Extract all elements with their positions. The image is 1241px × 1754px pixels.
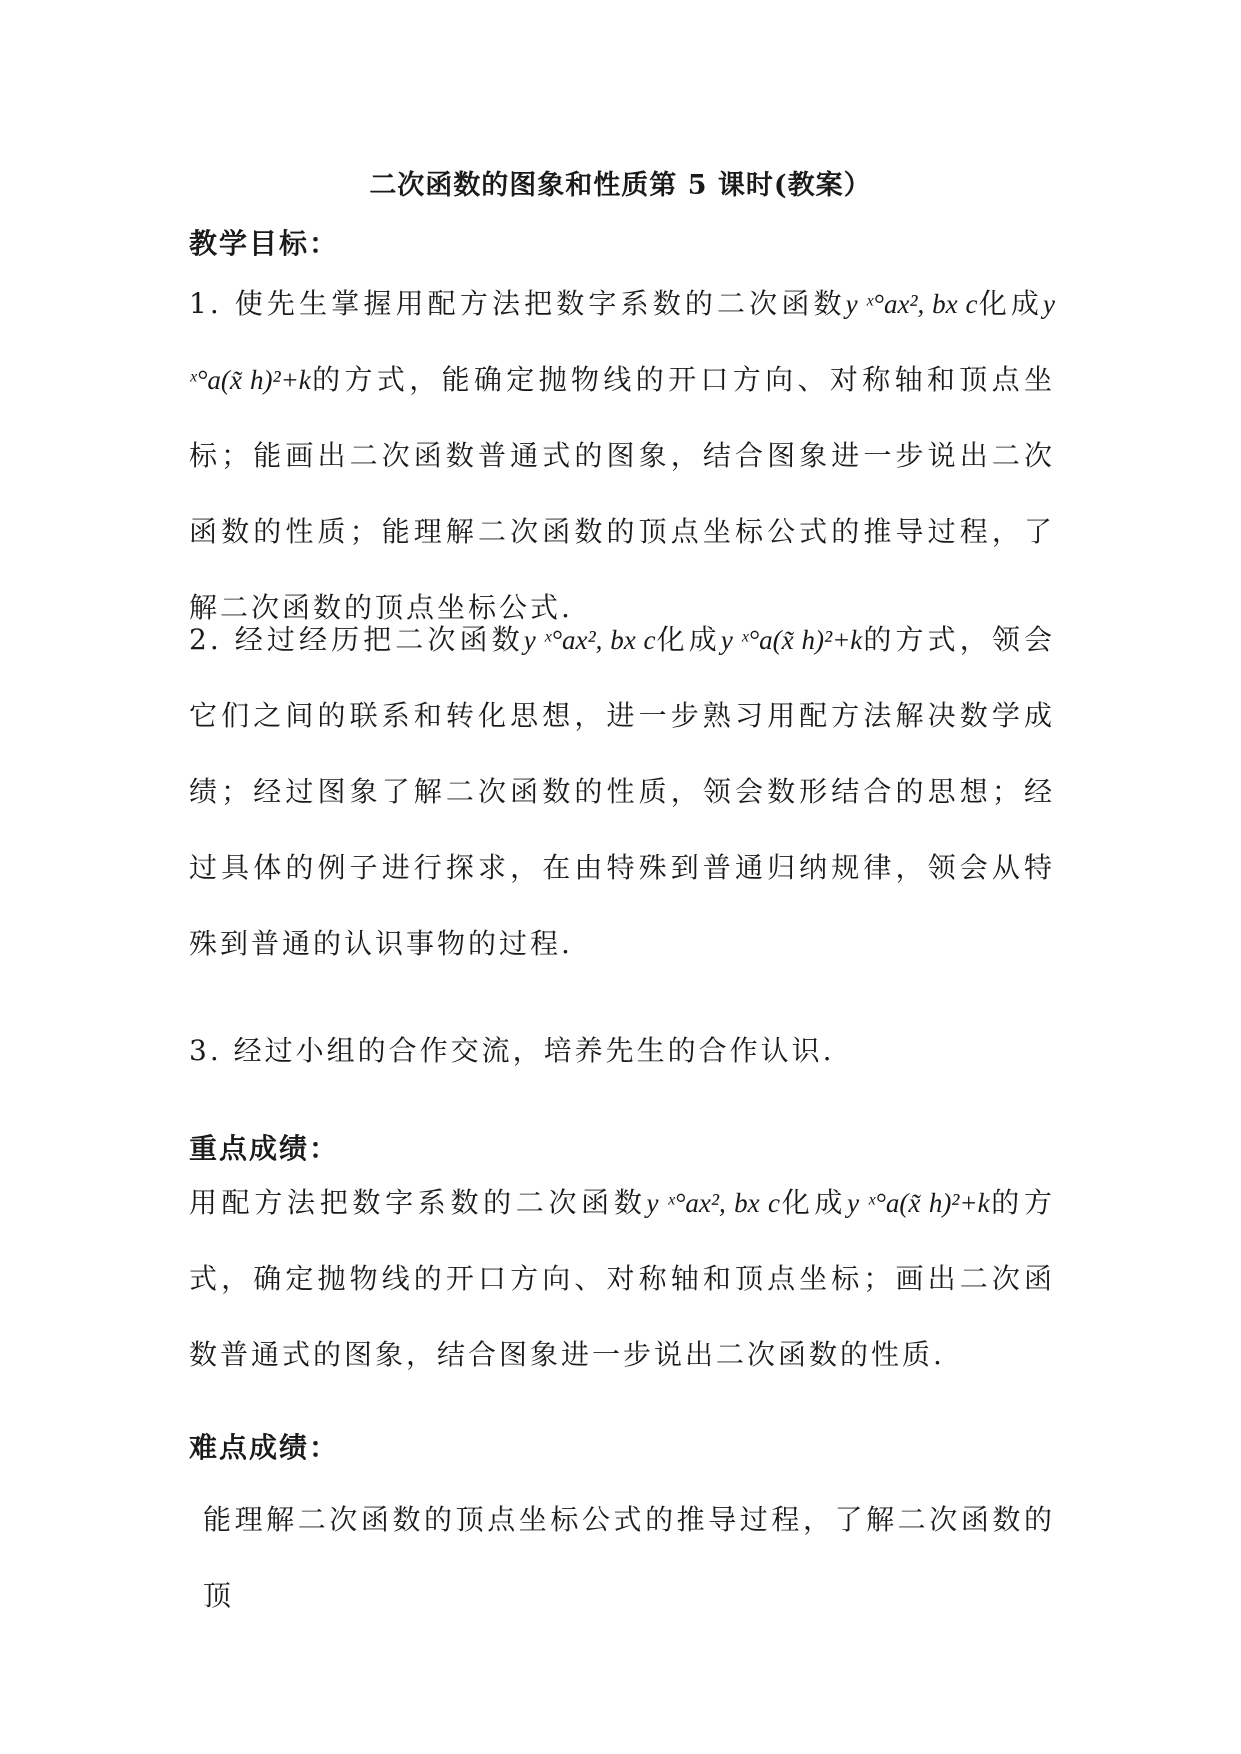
objective-item-3 [189, 1013, 1055, 1089]
formula-general: y ˣ°ax², bx c [523, 625, 656, 655]
objectives-heading: 教学目标： [189, 227, 340, 260]
formula-vertex: y ˣ°a(x̃ h)²+k [847, 1188, 990, 1218]
formula-general: y ˣ°ax², bx c [845, 289, 978, 319]
formula-general: y ˣ°ax², bx c [646, 1188, 781, 1218]
formula-vertex: y ˣ°a(x̃ h)²+k [720, 625, 863, 655]
document-title: 二次函数的图象和性质第 5 课时(教案） [369, 170, 872, 201]
objective-3-text: 3. 经过小组的合作交流，培养先生的合作认识. [189, 1034, 835, 1067]
difficulties-text: 能理解二次函数的顶点坐标公式的推导过程，了解二次函数的顶 [203, 1503, 1055, 1612]
key-points-text-b: 化成 [780, 1186, 848, 1219]
objective-1-text-b: 化成 [977, 287, 1043, 320]
key-points-text-c: 的方式，确定抛物线的开口方向、对称轴和顶点坐标；画出二次函数普通式的图象，结合图象进一步说出二次函数的性质. [189, 1186, 1055, 1371]
difficulties-paragraph [203, 1482, 1055, 1634]
objective-1-text-a: 1. 使先生掌握用配方法把数字系数的二次函数 [189, 287, 846, 320]
objective-2-text-b: 化成 [655, 623, 721, 656]
key-points-heading: 重点成绩： [189, 1132, 340, 1165]
objective-1-text-c: 的方式，能确定抛物线的开口方向、对称轴和顶点坐标；能画出二次函数普通式的图象，结合图象进一步说出二次函数的性质；能理解二次函数的顶点坐标公式的推导过程，了解二次函数的顶点坐标公式. [189, 363, 1055, 624]
objective-2-text-a: 2. 经过经历把二次函数 [189, 623, 524, 656]
key-points-paragraph [189, 1165, 1055, 1393]
formula-vertex: y ˣ°a(x̃ h)²+k [189, 289, 1055, 395]
objective-item-2 [189, 602, 1055, 982]
objective-2-text-c: 的方式，领会它们之间的联系和转化思想，进一步熟习用配方法解决数学成绩；经过图象了解二次函数的性质，领会数形结合的思想；经过具体的例子进行探求，在由特殊到普通归纳规律，领会从特殊到普通的认识事物的过程. [189, 623, 1055, 960]
key-points-text-a: 用配方法把数字系数的二次函数 [189, 1186, 647, 1219]
objective-item-1 [189, 266, 1055, 646]
difficulties-heading: 难点成绩： [189, 1431, 340, 1464]
